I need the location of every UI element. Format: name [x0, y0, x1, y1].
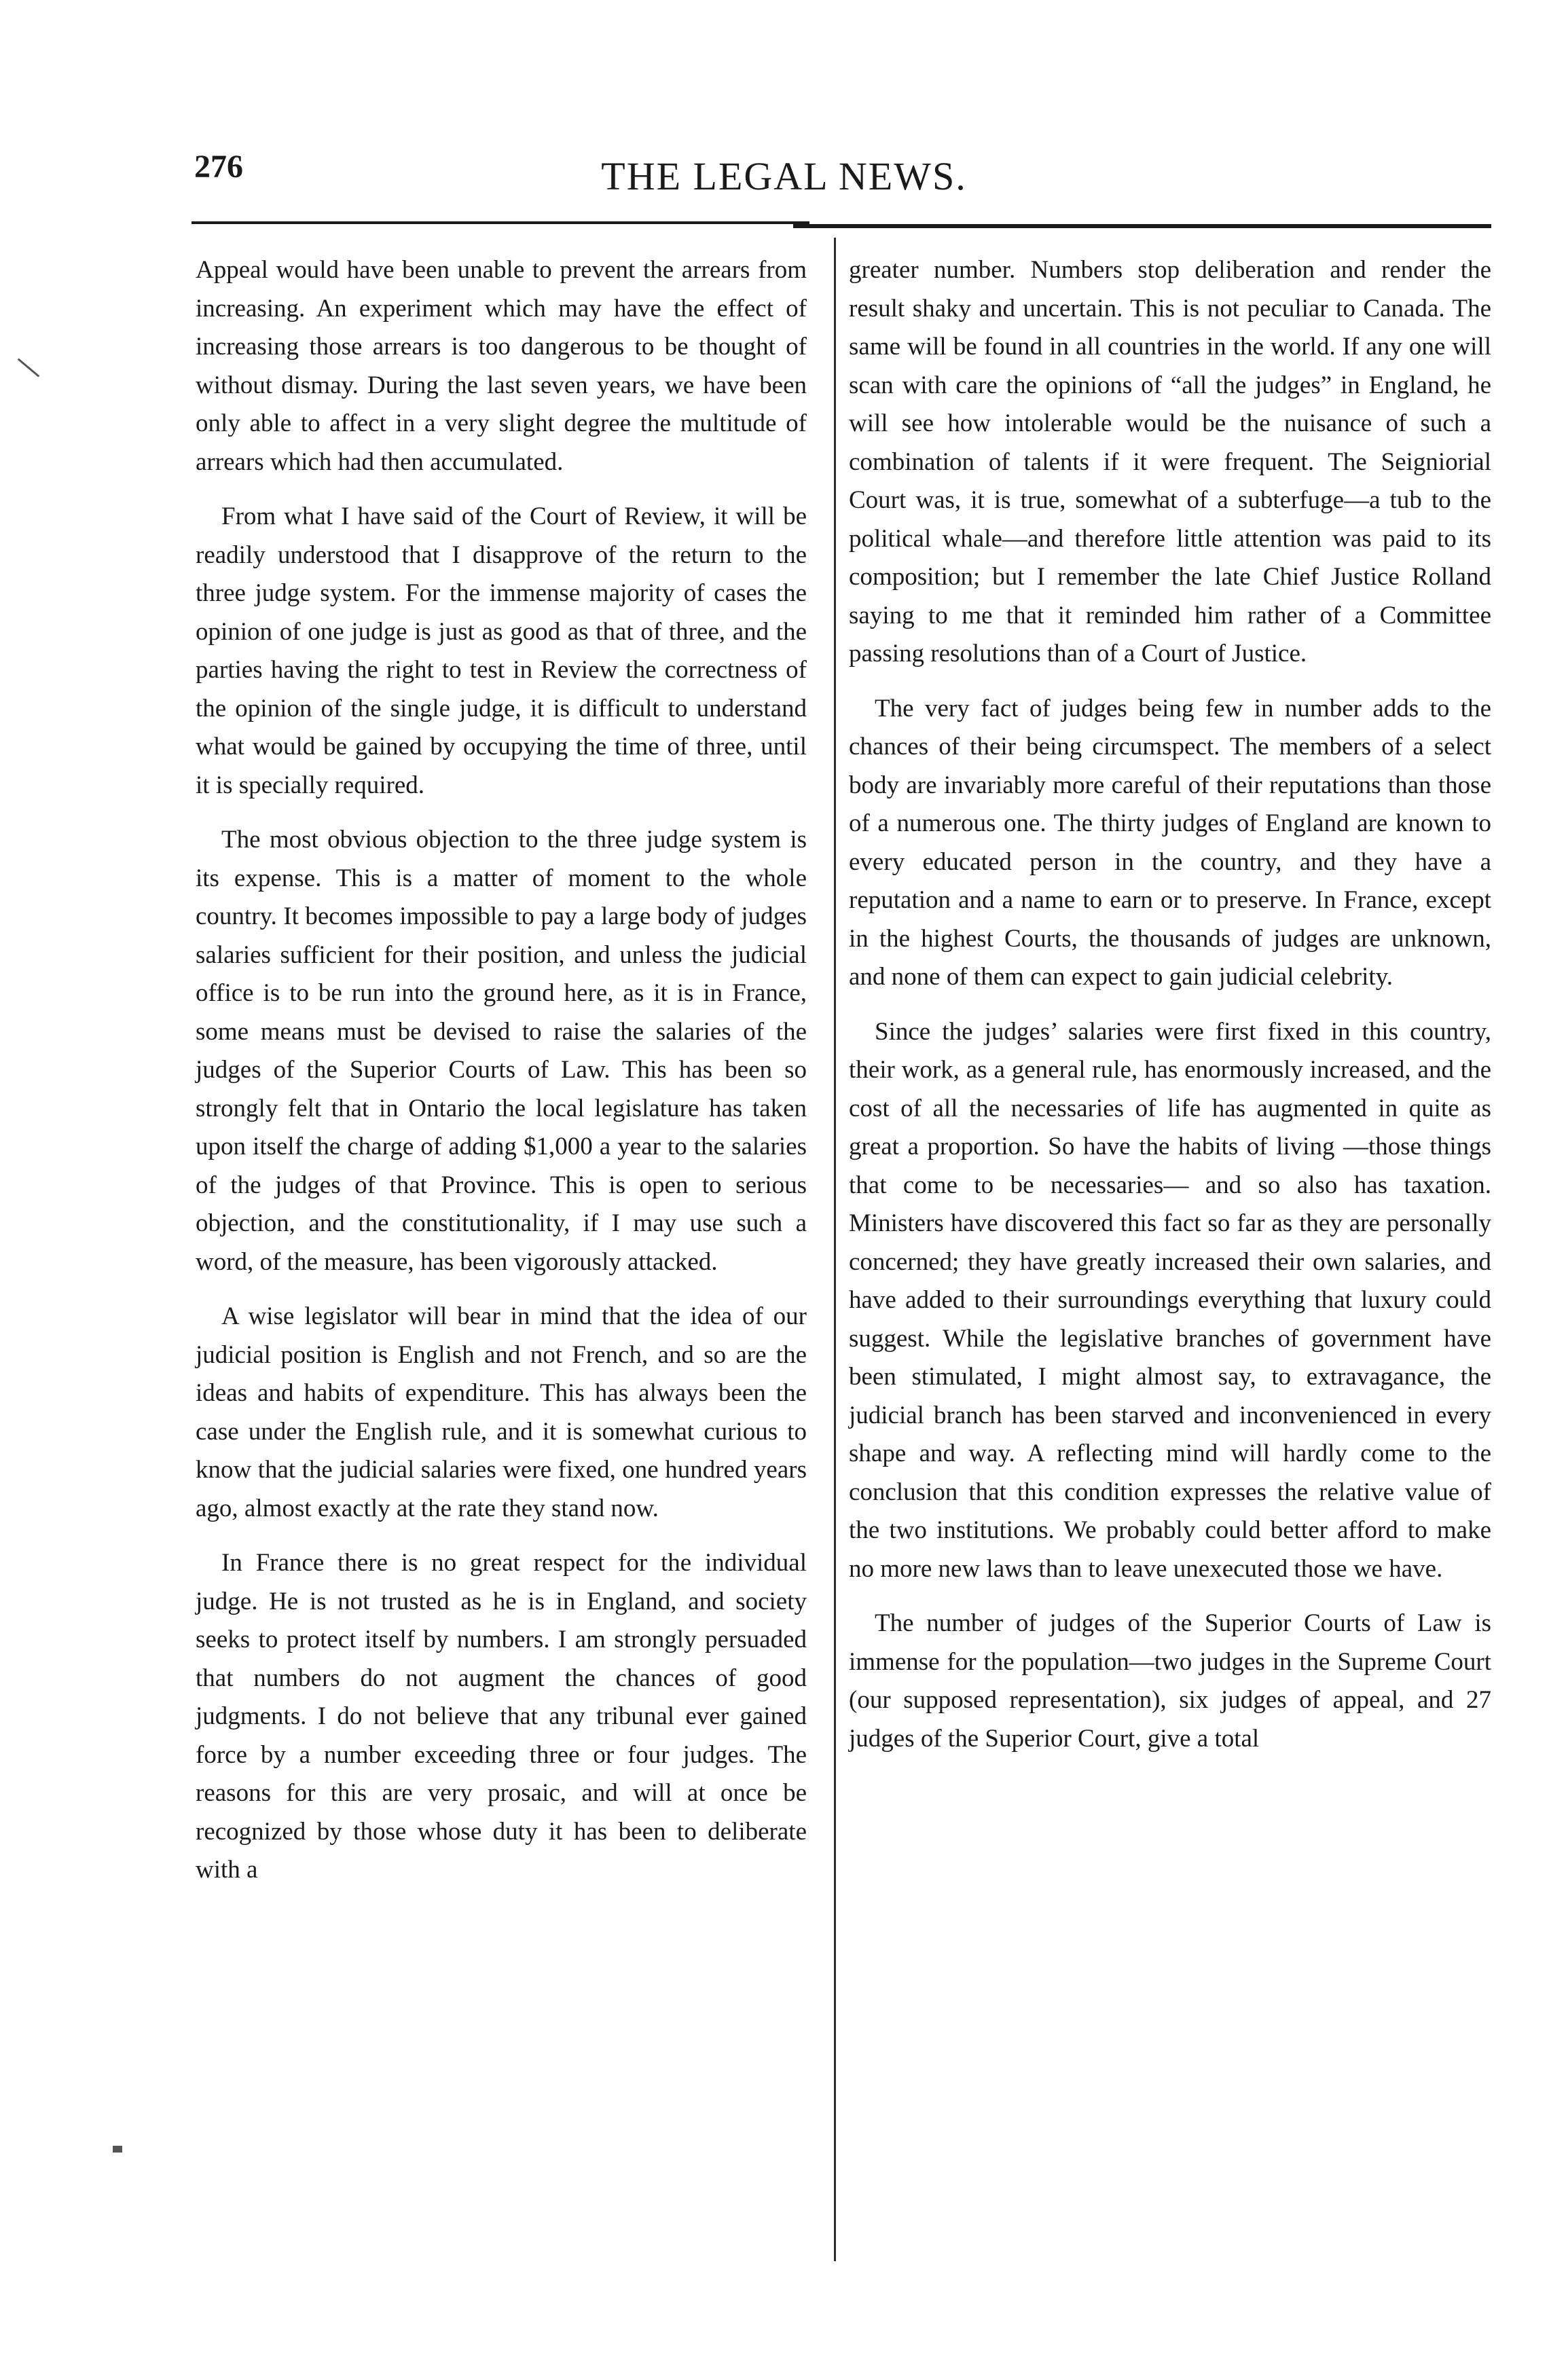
paragraph: From what I have said of the Court of Review, it will be readily understood that I disapprove of the return to the three judge system. For the immense majority of cases the opinion of one judge is just as good as that of three, and the parties having the right to test in Review the correctness of the opinion of the single judge, it is difficult to understand what would be gained by occupying the time of three, until it is specially required. — [196, 502, 807, 799]
right-column — [849, 251, 1491, 1766]
paragraph: greater number. Numbers stop deliberation and render the result shaky and uncertain. This is not peculiar to Canada. The same will be found in all countries in the world. If any one will scan with care the opinions of “all the judges” in England, he will see how intolerable would be the nuisance of such a combination of talents if it were frequent. The Seigniorial Court was, it is true, somewhat of a subterfuge—a tub to the political whale—and therefore little attention was paid to its composition; but I remember the late Chief Justice Rolland saying to me that it reminded him rather of a Committee passing resolutions than of a Court of Justice. — [849, 256, 1491, 667]
left-column — [196, 251, 807, 1898]
scan-mark — [18, 358, 40, 377]
scan-mark — [113, 2146, 122, 2153]
paragraph: Appeal would have been unable to prevent the arrears from increasing. An experiment which may have the effect of increasing those arrears is too dangerous to be thought of without dismay. During the last seven years, we have been only able to affect in a very slight degree the multitude of arrears which had then accumulated. — [196, 256, 807, 476]
paragraph: The number of judges of the Superior Courts of Law is immense for the population—two judges in the Supreme Court (our supposed representation), six judges of appeal, and 27 judges of the Superior Court, give a total — [849, 1609, 1491, 1753]
paragraph: Since the judges’ salaries were first fixed in this country, their work, as a general rule, has enormously increased, and the cost of all the necessaries of life has augmented in quite as great a proportion. So have the habits of living —those things that come to be necessaries— and so also has taxation. Ministers have discovered this fact so far as they are personally concerned; they have greatly increased their own salaries, and have added to their surroundings everything that luxury could suggest. While the legislative branches of government have been stimulated, I might almost say, to extravagance, the judicial branch has been starved and inconvenienced in every shape and way. A reflecting mind will hardly come to the conclusion that this condition expresses the relative value of the two institutions. We probably could better afford to make no more new laws than to leave unexecuted those we have. — [849, 1017, 1491, 1583]
header-rule-right — [793, 224, 1491, 228]
paragraph: The most obvious objection to the three judge system is its expense. This is a matter of moment to the whole country. It becomes impossible to pay a large body of judges salaries sufficient for their position, and unless the judicial office is to be run into the ground here, as it is in France, some means must be devised to raise the salaries of the judges of the Superior Courts of Law. This has been so strongly felt that in Ontario the local legislature has taken upon itself the charge of adding $1,000 a year to the salaries of the judges of that Province. This is open to serious objection, and the constitutionality, if I may use such a word, of the measure, has been vigorously attacked. — [196, 826, 807, 1276]
paragraph: In France there is no great respect for the individual judge. He is not trusted as he is in England, and society seeks to protect itself by numbers. I am strongly persuaded that numbers do not augment the chances of good judgments. I do not believe that any tribunal ever gained force by a number exceeding three or four judges. The reasons for this are very prosaic, and will at once be recognized by those whose duty it has been to deliberate with a — [196, 1549, 807, 1884]
header-rule-left — [192, 221, 809, 224]
paragraph: The very fact of judges being few in number adds to the chances of their being circumspect. The members of a select body are invariably more careful of their reputations than those of a numerous one. The thirty judges of England are known to every educated person in the country, and they have a reputation and a name to earn or to preserve. In France, except in the highest Courts, the thousands of judges are unknown, and none of them can expect to gain judicial celebrity. — [849, 694, 1491, 991]
running-title: THE LEGAL NEWS. — [601, 154, 967, 198]
page-number: 276 — [194, 149, 243, 185]
paragraph: A wise legislator will bear in mind that the idea of our judicial position is English and not French, and so are the ideas and habits of expenditure. This has always been the case under the English rule, and it is somewhat curious to know that the judicial salaries were fixed, one hundred years ago, almost exactly at the rate they stand now. — [196, 1302, 807, 1522]
column-divider — [834, 238, 836, 2261]
